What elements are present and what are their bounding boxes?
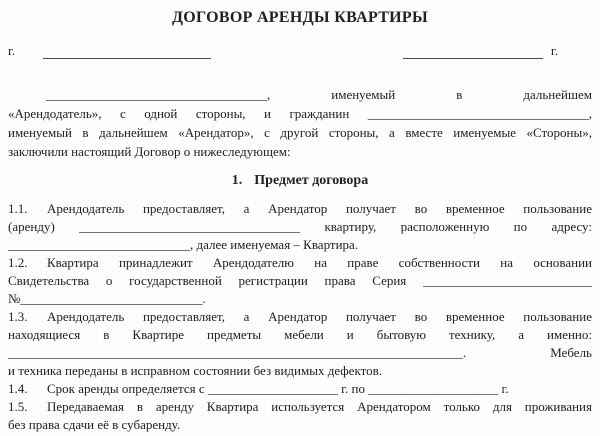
intro-line: «Арендодатель», с одной стороны, и гражданин __________________________________, [8, 106, 592, 121]
city-field-group [8, 42, 211, 59]
intro-line: заключили настоящий Договор о нижеследующем: [8, 144, 291, 159]
clause-line: и техника переданы в исправном состоянии без видимых дефектов. [8, 363, 382, 378]
clause-line: (аренду) __________________________________ квартиру, расположенную по адресу: [8, 219, 592, 234]
clause-line [8, 398, 592, 416]
clause-text: Арендодатель предоставляет, а Арендатор получает во временное пользование [47, 201, 592, 216]
document-title: ДОГОВОР АРЕНДЫ КВАРТИРЫ [171, 9, 429, 26]
clauses [8, 200, 592, 434]
clause-text: Квартира принадлежит Арендодателю на праве собственности на основании [47, 255, 592, 270]
clause-text: Арендодатель предоставляет, а Арендатор получает во временное пользование [47, 309, 592, 324]
clause-number: 1.1. [8, 201, 28, 216]
clause-number: 1.4. [8, 381, 28, 396]
clause-number: 1.3. [8, 309, 28, 324]
clause-1-5 [8, 398, 592, 434]
section-number: 1. [231, 173, 243, 188]
clause-line [8, 254, 592, 272]
city-year-row [8, 42, 592, 59]
clause-text: Передаваемая в аренду Квартира используется Арендатором только для проживания [47, 399, 592, 414]
city-label: г. [8, 43, 16, 58]
clause-line: Свидетельства о государственной регистрации права Серия __________________________ [8, 273, 592, 288]
clause-text: Срок аренды определяется с ____________________ г. по ____________________ г. [47, 381, 509, 396]
clause-line [8, 308, 592, 326]
intro-paragraph [8, 85, 592, 161]
date-field-group [403, 42, 558, 59]
date-blank-field [403, 44, 543, 59]
city-blank-field [43, 44, 211, 59]
year-label: г. [550, 43, 558, 58]
clause-number: 1.2. [8, 255, 28, 270]
clause-line: находящиеся в Квартире предметы мебели и бытовую технику, а именно: [8, 327, 592, 342]
intro-line: __________________________________, именуемый в дальнейшем [46, 87, 592, 102]
clause-line: ______________________________________________________________________. Мебель [8, 345, 592, 360]
clause-1-1 [8, 200, 592, 254]
clause-line: без права сдачи её в субаренду. [8, 417, 181, 432]
clause-number: 1.5. [8, 399, 28, 414]
clause-1-3 [8, 308, 592, 380]
clause-1-2 [8, 254, 592, 308]
intro-line: именуемый в дальнейшем «Арендатор», с другой стороны, а вместе именуемые «Стороны», [8, 125, 592, 140]
clause-1-4 [8, 380, 592, 398]
section-heading [8, 171, 592, 190]
clause-line: ____________________________, далее именуемая – Квартира. [8, 237, 359, 252]
clause-line: №____________________________. [8, 291, 206, 306]
clause-line [8, 380, 592, 398]
clause-line [8, 200, 592, 218]
section-title: Предмет договора [254, 173, 369, 188]
